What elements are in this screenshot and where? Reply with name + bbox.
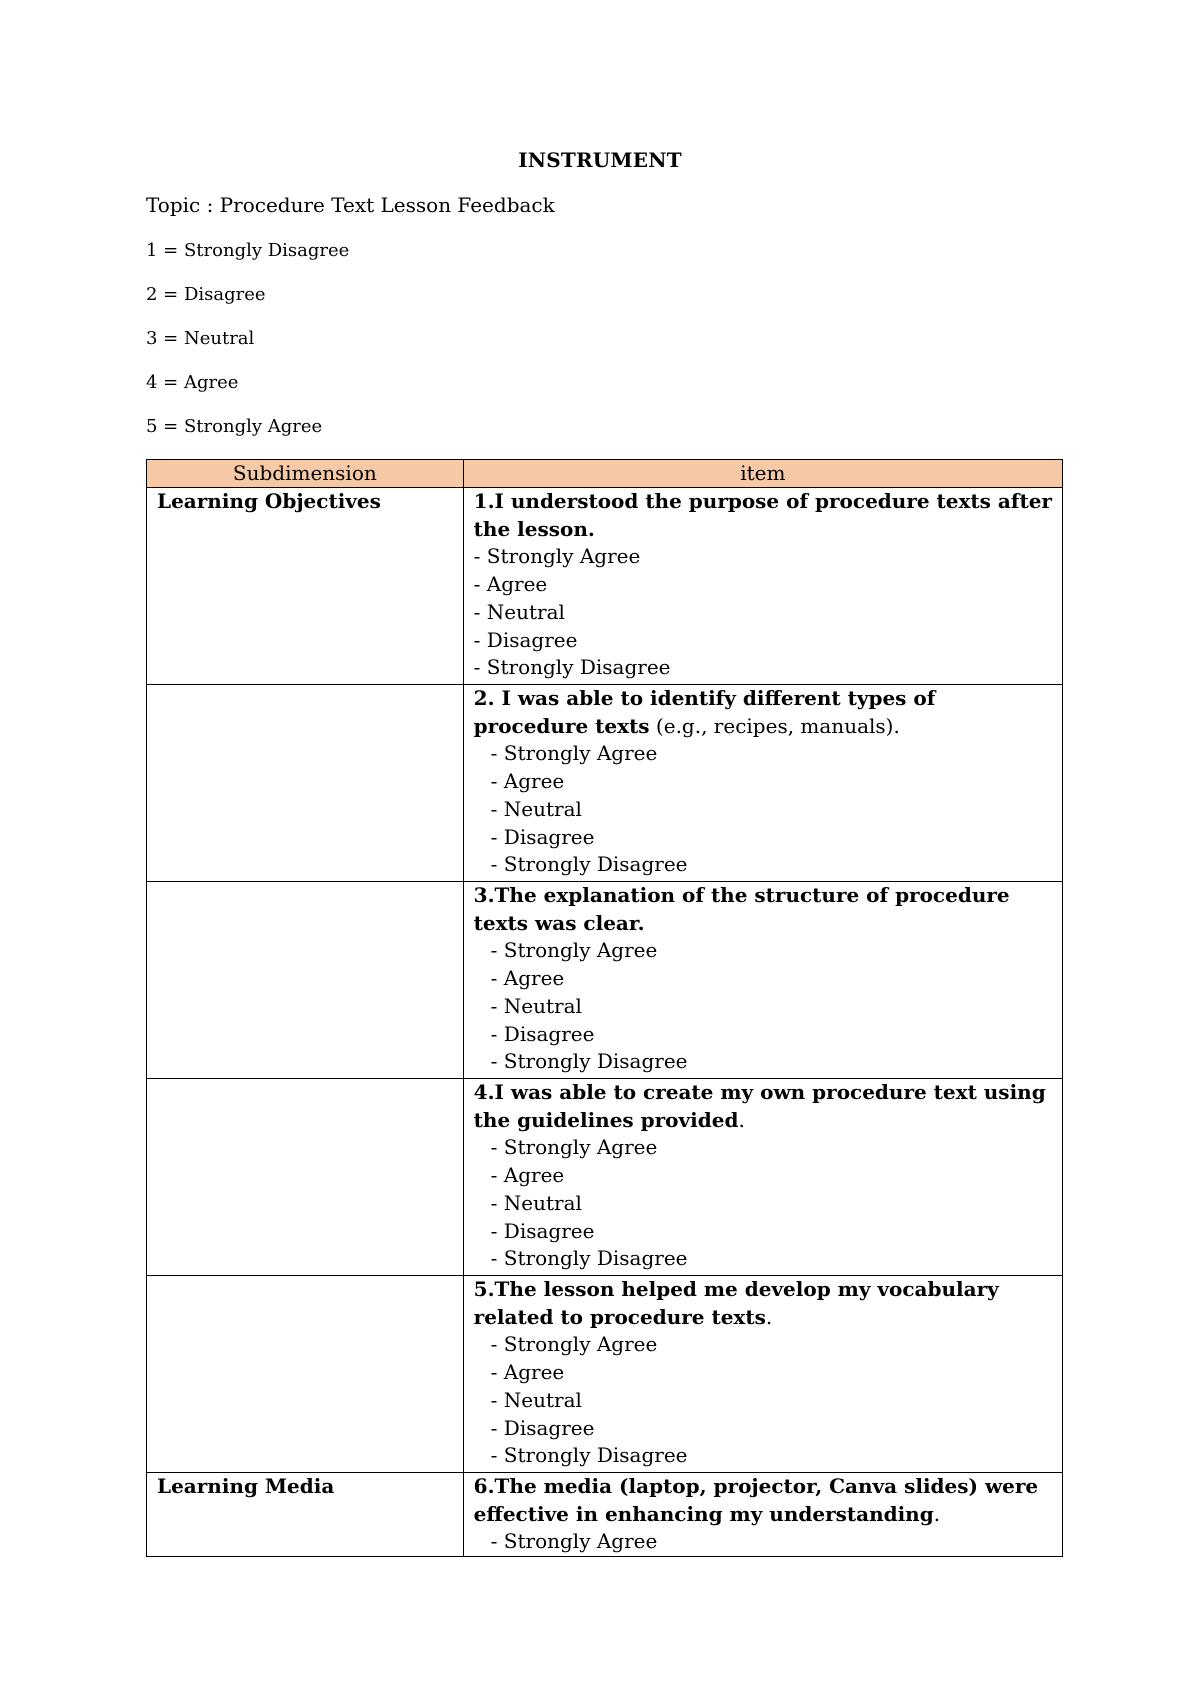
item-cell xyxy=(463,1276,1062,1473)
answer-option: - Neutral xyxy=(490,796,582,821)
question-bold: 4.I was able to create my own procedure text using the guidelines provided xyxy=(473,1080,1046,1132)
question-text xyxy=(474,488,1052,543)
question-bold: 6.The media (laptop, projector, Canva slides) were effective in enhancing my understanding xyxy=(473,1474,1039,1526)
answer-option: - Strongly Disagree xyxy=(490,1049,688,1074)
answer-option: - Strongly Agree xyxy=(490,938,658,963)
question-bold: 3.The explanation of the structure of procedure texts was clear. xyxy=(473,883,1010,935)
scale-item: 1 = Strongly Disagree xyxy=(146,240,350,261)
item-cell xyxy=(463,1079,1062,1276)
answer-option: - Agree xyxy=(473,572,548,597)
question-tail: . xyxy=(933,1501,941,1526)
question-tail: (e.g., recipes, manuals). xyxy=(649,713,900,738)
item-cell xyxy=(463,685,1062,882)
answer-option: - Strongly Disagree xyxy=(490,1443,688,1468)
scale-item: 5 = Strongly Agree xyxy=(146,416,323,437)
topic-line: Topic : Procedure Text Lesson Feedback xyxy=(146,193,555,217)
answer-option: - Neutral xyxy=(490,993,582,1018)
question-text xyxy=(474,1276,1052,1331)
answer-option: - Strongly Agree xyxy=(490,1332,658,1357)
answer-option: - Neutral xyxy=(490,1387,582,1412)
question-tail: . xyxy=(765,1304,773,1329)
subdimension-cell xyxy=(147,1079,464,1276)
answer-option: - Strongly Agree xyxy=(490,1529,658,1554)
table-row xyxy=(147,1079,1063,1276)
subdimension-cell xyxy=(147,685,464,882)
subdimension-cell: Learning Media xyxy=(147,1473,464,1557)
answer-option: - Disagree xyxy=(473,627,578,652)
answer-option: - Disagree xyxy=(490,1218,595,1243)
answer-option: - Agree xyxy=(490,769,565,794)
table-header-row xyxy=(147,460,1063,488)
answer-option: - Agree xyxy=(490,966,565,991)
answer-option: - Disagree xyxy=(490,1021,595,1046)
header-item: item xyxy=(463,460,1062,488)
table-row xyxy=(147,685,1063,882)
question-text xyxy=(474,1079,1052,1134)
table-row xyxy=(147,488,1063,685)
answer-option: - Strongly Agree xyxy=(490,741,658,766)
answer-option: - Agree xyxy=(490,1360,565,1385)
subdimension-cell xyxy=(147,882,464,1079)
table-row xyxy=(147,1276,1063,1473)
answer-option: - Strongly Disagree xyxy=(490,1246,688,1271)
item-cell xyxy=(463,882,1062,1079)
question-tail: . xyxy=(738,1107,745,1132)
answer-option: - Strongly Agree xyxy=(490,1135,658,1160)
instrument-table xyxy=(146,459,1063,1557)
question-text xyxy=(474,1473,1052,1528)
document-title: INSTRUMENT xyxy=(518,148,682,172)
question-bold: 2. I was able to identify different types of procedure texts xyxy=(473,686,936,738)
subdimension-cell: Learning Objectives xyxy=(147,488,464,685)
answer-option: - Agree xyxy=(490,1163,565,1188)
answer-option: - Strongly Agree xyxy=(473,544,641,569)
question-bold: 1.I understood the purpose of procedure texts after the lesson. xyxy=(473,489,1052,541)
table-row xyxy=(147,1473,1063,1557)
header-subdimension: Subdimension xyxy=(147,460,464,488)
item-cell xyxy=(463,488,1062,685)
scale-item: 2 = Disagree xyxy=(146,284,266,305)
question-text xyxy=(474,685,1052,740)
answer-option: - Neutral xyxy=(490,1190,582,1215)
answer-option: - Disagree xyxy=(490,1415,595,1440)
subdimension-cell xyxy=(147,1276,464,1473)
question-text xyxy=(474,882,1052,937)
answer-option: - Strongly Disagree xyxy=(490,852,688,877)
answer-option: - Strongly Disagree xyxy=(473,655,671,680)
answer-option: - Neutral xyxy=(473,599,565,624)
scale-item: 4 = Agree xyxy=(146,372,239,393)
table-row xyxy=(147,882,1063,1079)
question-bold: 5.The lesson helped me develop my vocabulary related to procedure texts xyxy=(473,1277,999,1329)
answer-option: - Disagree xyxy=(490,824,595,849)
scale-item: 3 = Neutral xyxy=(146,328,255,349)
item-cell xyxy=(463,1473,1062,1557)
